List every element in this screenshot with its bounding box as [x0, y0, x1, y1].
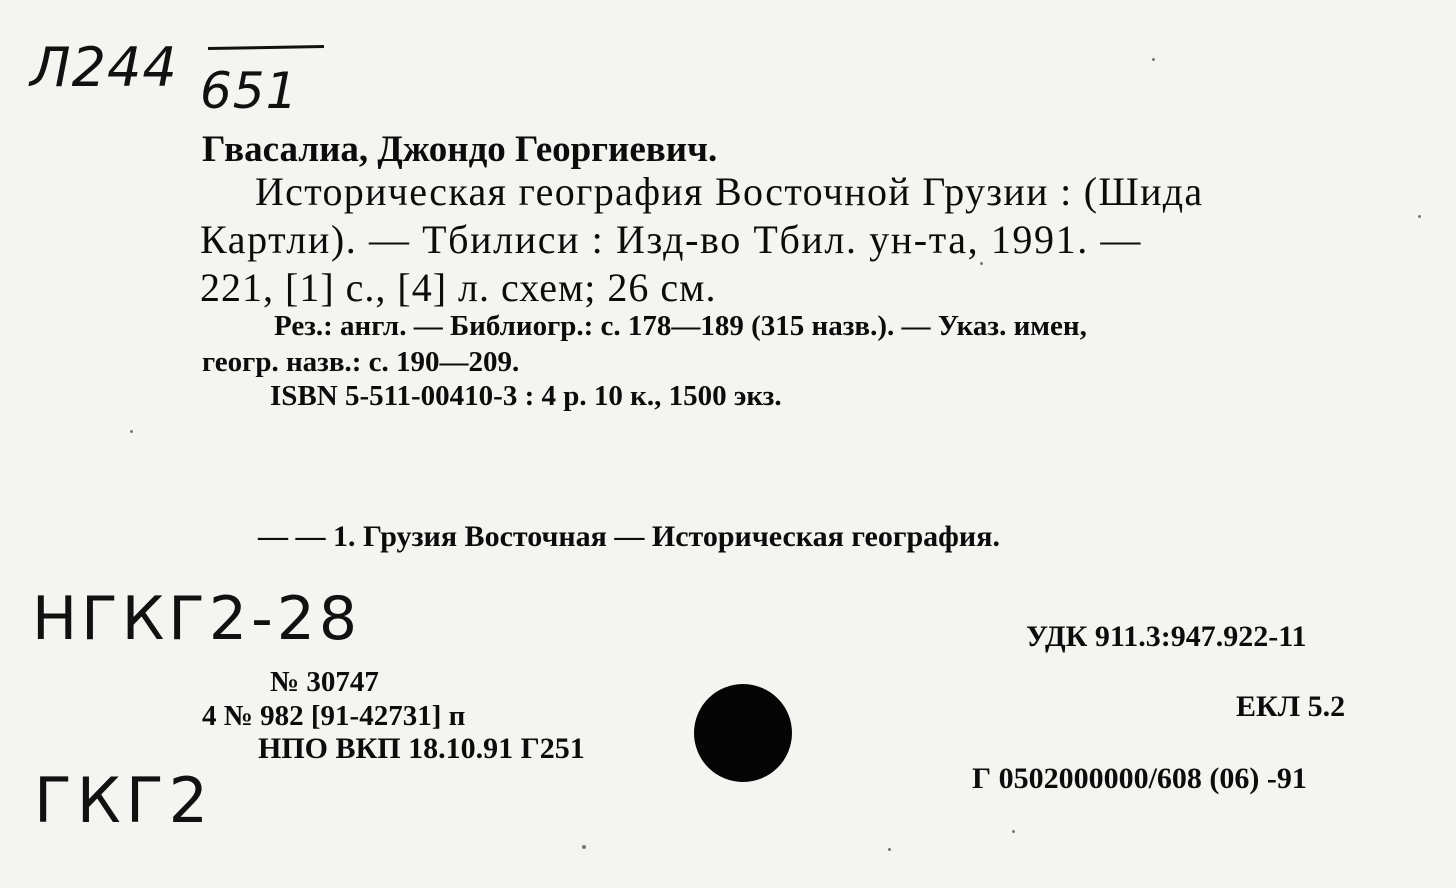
notes-line-1: Рез.: англ. — Библиогр.: с. 178—189 (315 назв.). — Указ. имен,	[274, 310, 1087, 342]
handwritten-code-1: НГКГ2-28	[32, 584, 362, 654]
scan-speck	[888, 848, 891, 851]
scan-speck	[1152, 58, 1155, 61]
shelf-mark-top: Л244	[30, 36, 178, 99]
handwritten-code-2: ГКГ2	[34, 764, 214, 837]
scan-speck	[1012, 830, 1015, 833]
record-line-2: 4 № 982 [91-42731] п	[202, 700, 466, 732]
subject-line: — — 1. Грузия Восточная — Историческая география.	[258, 520, 1000, 553]
shelf-mark-bottom: 651	[200, 62, 299, 120]
shelf-mark-rule	[208, 45, 324, 50]
title-line-1: Историческая география Восточной Грузии : (Шида	[255, 169, 1204, 214]
punch-hole	[694, 684, 792, 782]
record-number: № 30747	[270, 666, 379, 698]
isbn-line: ISBN 5-511-00410-3 : 4 р. 10 к., 1500 экз.	[270, 380, 782, 412]
title-line-2: Картли). — Тбилиси : Изд-во Тбил. ун-та, 1991. —	[200, 217, 1143, 262]
scan-speck	[582, 845, 586, 849]
udk-code: УДК 911.3:947.922-11	[1026, 620, 1307, 653]
record-line-3: НПО ВКП 18.10.91 Г251	[258, 732, 585, 765]
g-code: Г 0502000000/608 (06) -91	[972, 762, 1307, 795]
scan-speck	[130, 430, 133, 433]
title-line-3: 221, [1] с., [4] л. схем; 26 см.	[200, 265, 717, 310]
ekl-code: ЕКЛ 5.2	[1236, 690, 1346, 723]
notes-line-2: геогр. назв.: с. 190—209.	[202, 346, 520, 378]
scan-speck	[980, 262, 983, 265]
scan-speck	[1418, 215, 1421, 218]
author-heading: Гвасалиа, Джондо Георгиевич.	[202, 129, 718, 170]
